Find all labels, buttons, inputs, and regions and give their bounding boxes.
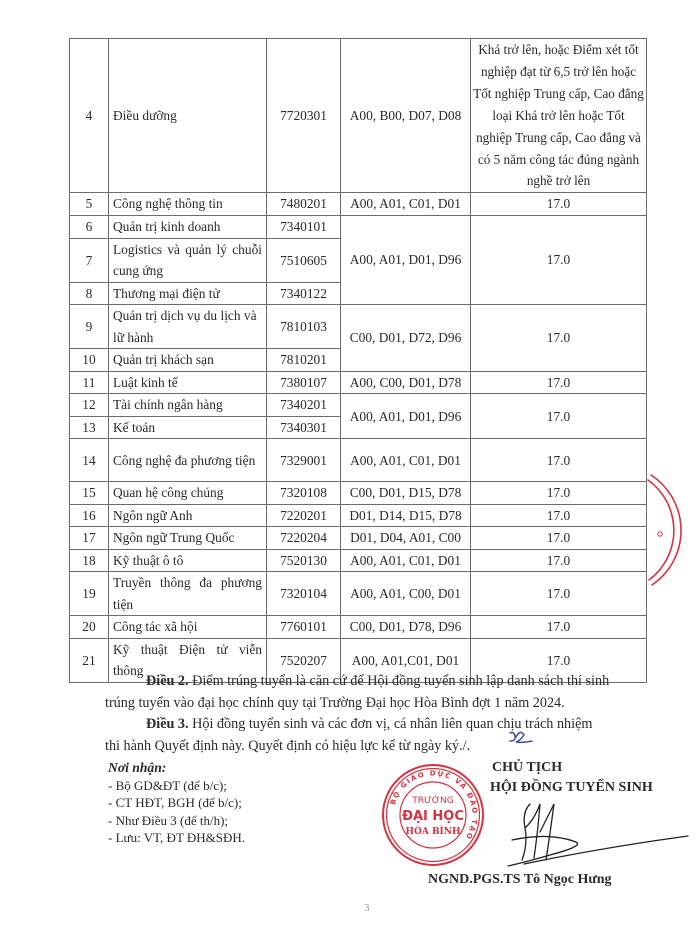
subject-combination: A00, A01, C01, D01 <box>341 439 471 482</box>
admission-score: 17.0 <box>471 439 647 482</box>
article-3-text: Hội đồng tuyển sinh và các đơn vị, cá nhân liên quan chịu trách nhiệm <box>188 716 593 732</box>
row-number: 8 <box>70 282 109 305</box>
admission-score: 17.0 <box>471 215 647 305</box>
row-number: 19 <box>70 572 109 616</box>
major-code: 7760101 <box>267 616 341 639</box>
row-number: 5 <box>70 193 109 216</box>
admission-score: 17.0 <box>471 504 647 527</box>
major-name: Công tác xã hội <box>109 616 267 639</box>
major-name: Truyền thông đa phương tiện <box>109 572 267 616</box>
seal-line1: TRƯỜNG <box>412 796 454 806</box>
major-name: Thương mại điện tử <box>109 282 267 305</box>
admission-score: 17.0 <box>471 549 647 572</box>
admission-requirement: Khá trở lên, hoặc Điểm xét tốt nghiệp đạt từ 6,5 trở lên hoặc Tốt nghiệp Trung cấp, Cao đẳng loại Khá trở lên hoặc Tốt nghiệp Trung cấp, Cao đẳng và có 5 năm công tác đúng ngành nghề trở lên <box>471 39 647 193</box>
subject-combination: C00, D01, D78, D96 <box>341 616 471 639</box>
admission-score: 17.0 <box>471 305 647 372</box>
admission-score: 17.0 <box>471 616 647 639</box>
signer-title-line1: CHỦ TỊCH <box>492 760 563 775</box>
official-seal-stamp <box>380 762 486 868</box>
seal-ring-text: BỘ GIÁO DỤC VÀ ĐÀO TẠO <box>388 769 479 842</box>
major-name: Ngôn ngữ Anh <box>109 504 267 527</box>
table-row <box>70 527 647 550</box>
table-row <box>70 394 647 417</box>
major-code: 7329001 <box>267 439 341 482</box>
subject-combination: D01, D04, A01, C00 <box>341 527 471 550</box>
major-code: 7520207 <box>267 638 341 682</box>
seal-stamp-fragment <box>648 475 681 585</box>
subject-combination: A00, A01,C01, D01 <box>341 638 471 682</box>
table-row <box>70 193 647 216</box>
recipient-item: - Lưu: VT, ĐT ĐH&SĐH. <box>108 830 246 846</box>
row-number: 9 <box>70 305 109 349</box>
admission-score: 17.0 <box>471 371 647 394</box>
major-code: 7220204 <box>267 527 341 550</box>
major-code: 7480201 <box>267 193 341 216</box>
major-name: Kỹ thuật Điện tử viễn thông <box>109 638 267 682</box>
row-number: 12 <box>70 394 109 417</box>
row-number: 11 <box>70 371 109 394</box>
major-code: 7340201 <box>267 394 341 417</box>
major-name: Luật kinh tế <box>109 371 267 394</box>
row-number: 6 <box>70 215 109 238</box>
table-row <box>70 39 647 193</box>
row-number: 17 <box>70 527 109 550</box>
subject-combination: A00, C00, D01, D78 <box>341 371 471 394</box>
subject-combination: C00, D01, D72, D96 <box>341 305 471 372</box>
major-code: 7320104 <box>267 572 341 616</box>
major-name: Quản trị khách sạn <box>109 349 267 372</box>
major-name: Điều dưỡng <box>109 39 267 193</box>
row-number: 20 <box>70 616 109 639</box>
major-name: Quản trị dịch vụ du lịch và lữ hành <box>109 305 267 349</box>
subject-combination: A00, A01, C00, D01 <box>341 572 471 616</box>
recipient-item: - Bộ GD&ĐT (để b/c); <box>108 777 227 793</box>
subject-combination: A00, B00, D07, D08 <box>341 39 471 193</box>
recipient-item: - CT HĐT, BGH (để b/c); <box>108 795 242 811</box>
admission-score: 17.0 <box>471 482 647 505</box>
signer-name: NGND.PGS.TS Tô Ngọc Hưng <box>428 872 612 887</box>
admission-score: 17.0 <box>471 394 647 439</box>
recipients-block <box>108 759 245 847</box>
row-number: 13 <box>70 416 109 439</box>
major-code: 7380107 <box>267 371 341 394</box>
table-row <box>70 504 647 527</box>
admission-score: 17.0 <box>471 193 647 216</box>
admission-score-table <box>69 38 647 683</box>
admission-score: 17.0 <box>471 527 647 550</box>
handwritten-signature <box>500 800 690 868</box>
article-3-text-continued: thi hành Quyết định này. Quyết định có hiệu lực kể từ ngày ký./. <box>105 738 471 754</box>
major-code: 7520130 <box>267 549 341 572</box>
table-row <box>70 572 647 616</box>
seal-line2: ĐẠI HỌC <box>402 809 464 824</box>
subject-combination: A00, A01, C01, D01 <box>341 549 471 572</box>
page-number: 3 <box>364 902 370 914</box>
admission-score: 17.0 <box>471 572 647 616</box>
initials-mark <box>506 727 536 747</box>
row-number: 10 <box>70 349 109 372</box>
row-number: 4 <box>70 39 109 193</box>
row-number: 15 <box>70 482 109 505</box>
major-code: 7340101 <box>267 215 341 238</box>
major-code: 7720301 <box>267 39 341 193</box>
major-code: 7340122 <box>267 282 341 305</box>
subject-combination: A00, A01, D01, D96 <box>341 215 471 305</box>
row-number: 18 <box>70 549 109 572</box>
row-number: 16 <box>70 504 109 527</box>
recipients-heading: Nơi nhận: <box>108 760 167 775</box>
subject-combination: D01, D14, D15, D78 <box>341 504 471 527</box>
subject-combination: A00, A01, D01, D96 <box>341 394 471 439</box>
major-name: Kế toán <box>109 416 267 439</box>
article-2-label: Điều 2. <box>146 673 189 689</box>
major-name: Quan hệ công chúng <box>109 482 267 505</box>
table-row <box>70 371 647 394</box>
major-code: 7510605 <box>267 238 341 282</box>
table-row <box>70 482 647 505</box>
seal-line3: HÒA BÌNH <box>405 827 461 837</box>
major-name: Công nghệ thông tin <box>109 193 267 216</box>
admission-score: 17.0 <box>471 638 647 682</box>
article-2 <box>105 670 653 714</box>
table-row <box>70 616 647 639</box>
article-3-label: Điều 3. <box>146 716 189 732</box>
major-code: 7340301 <box>267 416 341 439</box>
major-name: Logistics và quản lý chuỗi cung ứng <box>109 238 267 282</box>
major-code: 7810201 <box>267 349 341 372</box>
article-2-text: Điểm trúng tuyển là căn cứ để Hội đồng tuyển sinh lập danh sách thí sinh <box>188 673 610 689</box>
major-name: Tài chính ngân hàng <box>109 394 267 417</box>
major-code: 7220201 <box>267 504 341 527</box>
major-code: 7810103 <box>267 305 341 349</box>
signer-title-line2: HỘI ĐỒNG TUYỂN SINH <box>490 780 653 795</box>
major-name: Kỹ thuật ô tô <box>109 549 267 572</box>
major-name: Quản trị kinh doanh <box>109 215 267 238</box>
table-row <box>70 305 647 349</box>
major-name: Ngôn ngữ Trung Quốc <box>109 527 267 550</box>
major-name: Công nghệ đa phương tiện <box>109 439 267 482</box>
subject-combination: A00, A01, C01, D01 <box>341 193 471 216</box>
edge-seal-stamp <box>640 455 700 605</box>
recipient-item: - Như Điều 3 (để th/h); <box>108 812 229 828</box>
table-row <box>70 439 647 482</box>
article-2-text-continued: trúng tuyển vào đại học chính quy tại Trường Đại học Hòa Bình đợt 1 năm 2024. <box>105 695 565 711</box>
row-number: 21 <box>70 638 109 682</box>
row-number: 14 <box>70 439 109 482</box>
major-code: 7320108 <box>267 482 341 505</box>
article-3 <box>105 713 653 757</box>
table-row <box>70 215 647 238</box>
table-row <box>70 549 647 572</box>
row-number: 7 <box>70 238 109 282</box>
subject-combination: C00, D01, D15, D78 <box>341 482 471 505</box>
